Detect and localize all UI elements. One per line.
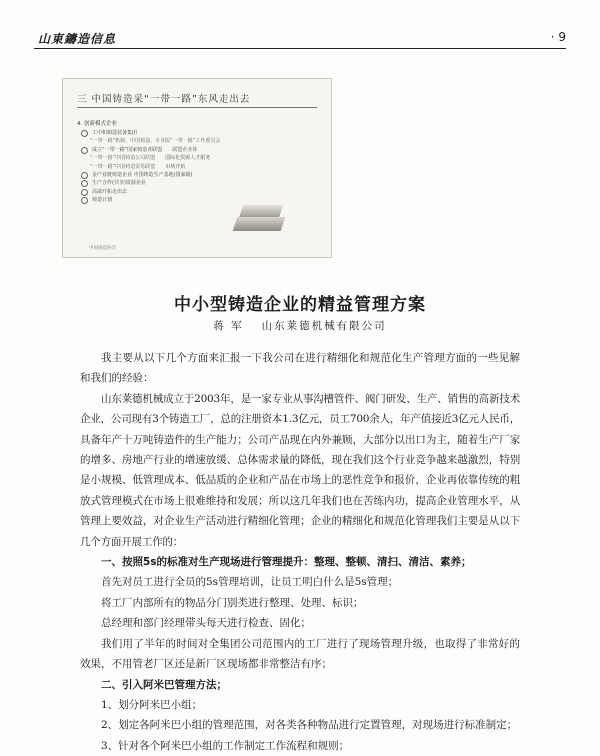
section-1-line: 将工厂内部所有的物品分门别类进行整理、处理、标识； [101, 596, 364, 609]
article-body [80, 348, 520, 756]
ingot-bottom [233, 217, 286, 231]
journal-logo: 山東鑄造信息 [38, 32, 117, 46]
slide-list-item [81, 179, 321, 187]
section-1-line: 首先对员工进行全员的5s管理培训，让员工明白什么是5s管理； [101, 576, 399, 589]
section-1-line: 我们用了半年的时间对全集团公司范围内的工厂进行了现场管理升级，也取得了非常好的效果，不用管老厂区还是新厂区现场都非常整洁有序； [80, 637, 520, 671]
author-company: 山东莱德机械有限公司 [261, 320, 387, 332]
slide-list-item [81, 171, 321, 179]
bullet-circle-icon [81, 147, 88, 154]
section-2-line: 2、划定各阿米巴小组的管理范围，对各类各种物品进行定置管理，对现场进行标准制定； [101, 719, 518, 732]
article-byline [0, 318, 600, 333]
slide-section-label: 4. 创新模式企业 [77, 121, 117, 127]
section-2-line: 1、划分阿米巴小组； [101, 698, 203, 711]
author-name: 蒋 军 [213, 320, 244, 332]
section-1-line: 总经理和部门经理带头每天进行检查、固化； [101, 617, 311, 630]
slide-list-item [81, 137, 321, 145]
bullet-circle-icon [81, 180, 88, 187]
slide-item-text: 成立“一带一路”国家铸造业联盟 [92, 146, 163, 153]
page-number: · 9 [550, 30, 566, 44]
slide-title-rule [77, 107, 317, 108]
header-rule [34, 48, 566, 49]
slide-figure [62, 78, 332, 258]
slide-item-note: 市场开拓 [165, 163, 186, 170]
slide-list [81, 129, 321, 205]
slide-list-item [81, 129, 321, 137]
bullet-circle-icon [81, 189, 88, 196]
slide-list-item [81, 146, 321, 154]
bullet-circle-icon [81, 197, 88, 204]
company-paragraph: 山东莱德机械成立于2003年，是一家专业从事沟槽管件、阀门研发、生产、销售的高新技术企业，公司现有3个铸造工厂，总的注册资本1.3亿元，员工700余人，年产值接近3亿元人民币，具备年产十万吨铸造件的生产能力；公司产品现在内外兼顾，大部分以出口为主，随着生产厂家的增多、房地产行业的增速放缓、总体需求量的降低，现在我们这个行业竞争越来越激烈，特别是小规模、低管理成本、低品质的企业和产品在市场上的恶性竞争和报价，企业再依靠传统的粗放式管理模式在市场上很难维持和发展；所以这几年我们也在苦练内功，提高企业管理水平，从管理上要效益，对企业生产活动进行精细化管理；企业的精细化和规范化管理我们主要是从以下几个方面开展工作的： [80, 392, 520, 548]
intro-paragraph: 我主要从以下几个方面来汇报一下我公司在进行精细化和规范化生产管理方面的一些见解和我们的经验： [80, 352, 520, 385]
bullet-circle-icon [81, 130, 88, 137]
slide-item-note: 国际化资源人才服务 [165, 155, 211, 162]
section-2-line: 3、针对各个阿米巴小组的工作制定工作流程和规则； [101, 739, 350, 752]
slide-item-text: “一带一路”中国铸造贸易联盟 [90, 163, 156, 170]
slide-list-item [81, 188, 321, 196]
bullet-circle-icon [81, 172, 88, 179]
ingot-stack-image [235, 201, 287, 237]
slide-list-item [81, 154, 321, 162]
slide-item-text: “一带一路”中国铸造公司联盟 [90, 155, 156, 162]
slide-item-text: 铸造计划 [92, 197, 113, 204]
slide-footer: 中国铸造协会 [89, 246, 116, 251]
slide-title: 三 中国铸造采“一带一路”东风走出去 [77, 94, 251, 105]
slide-item-text: 金产业链铸造企业 中国铸造生产基地(国家级) [92, 172, 193, 179]
slide-item-note: 联盟企业体 [172, 146, 198, 153]
article-title: 中小型铸造企业的精益管理方案 [174, 295, 426, 315]
section-2-heading: 二、引入阿米巴管理方法； [101, 678, 227, 691]
slide-item-text: 工中和制造装备集团 [92, 130, 138, 136]
section-1-heading: 一、按照5s的标准对生产现场进行管理提升：整理、整顿、清扫、清洁、素养； [101, 556, 472, 569]
slide-item-text: 高端开拓走出去 [92, 188, 128, 195]
slide-item-text: 生产合作(共享)资源企业 [92, 180, 146, 187]
slide-item-text: “一带一路”机制、中国铸造、专业版“一带一路”工作委员会 [90, 138, 221, 145]
slide-list-item [81, 163, 321, 171]
